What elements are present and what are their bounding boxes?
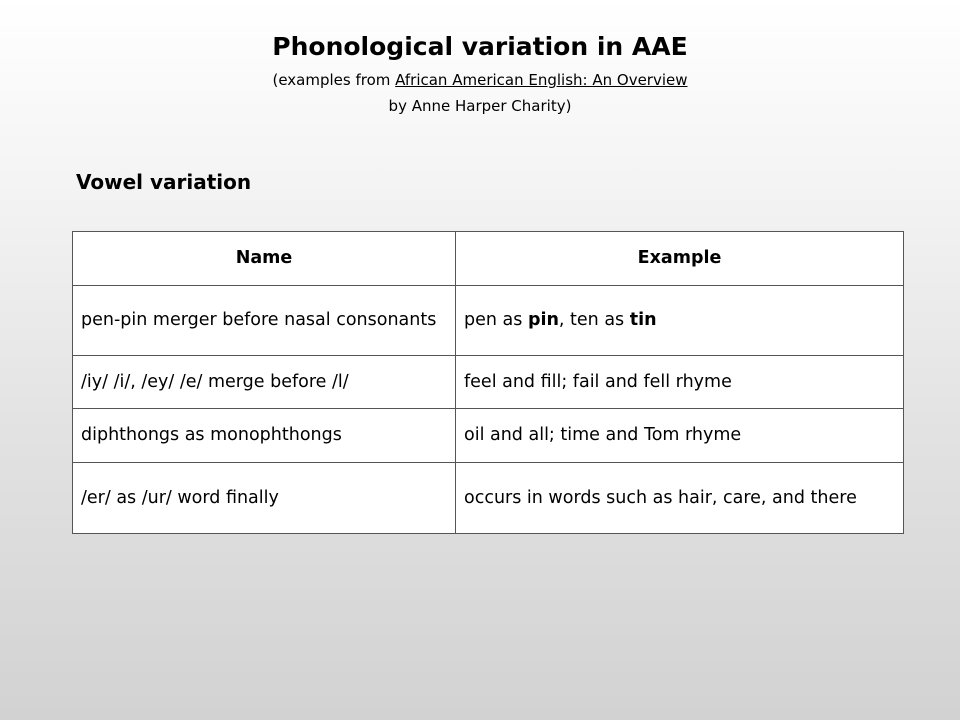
slide-subtitle: [0, 67, 960, 119]
slide-title: Phonological variation in AAE: [272, 32, 688, 61]
example-bold: pin: [527, 310, 559, 330]
example-text: pen as: [464, 310, 528, 330]
cell-example: [456, 286, 904, 356]
cell-name: pen-pin merger before nasal consonants: [73, 286, 456, 356]
table-row: [73, 286, 904, 356]
table-row: [73, 356, 904, 409]
cell-name: /er/ as /ur/ word finally: [73, 463, 456, 534]
cell-name: /iy/ /i/, /ey/ /e/ merge before /l/: [73, 356, 456, 409]
example-text: , ten as: [558, 310, 630, 330]
subtitle-byline: by Anne Harper Charity): [388, 97, 572, 115]
header-name: Name: [73, 232, 456, 286]
vowel-variation-table: [72, 231, 904, 534]
section-heading: Vowel variation: [76, 170, 252, 194]
subtitle-prefix: (examples from: [272, 71, 396, 89]
example-bold: tin: [629, 310, 657, 330]
header-example: Example: [456, 232, 904, 286]
cell-example: feel and fill; fail and fell rhyme: [456, 356, 904, 409]
table-header-row: [73, 232, 904, 286]
table-row: [73, 409, 904, 463]
table-row: [73, 463, 904, 534]
cell-example: occurs in words such as hair, care, and there: [456, 463, 904, 534]
cell-name: diphthongs as monophthongs: [73, 409, 456, 463]
cell-example: oil and all; time and Tom rhyme: [456, 409, 904, 463]
book-title: African American English: An Overview: [395, 71, 688, 89]
